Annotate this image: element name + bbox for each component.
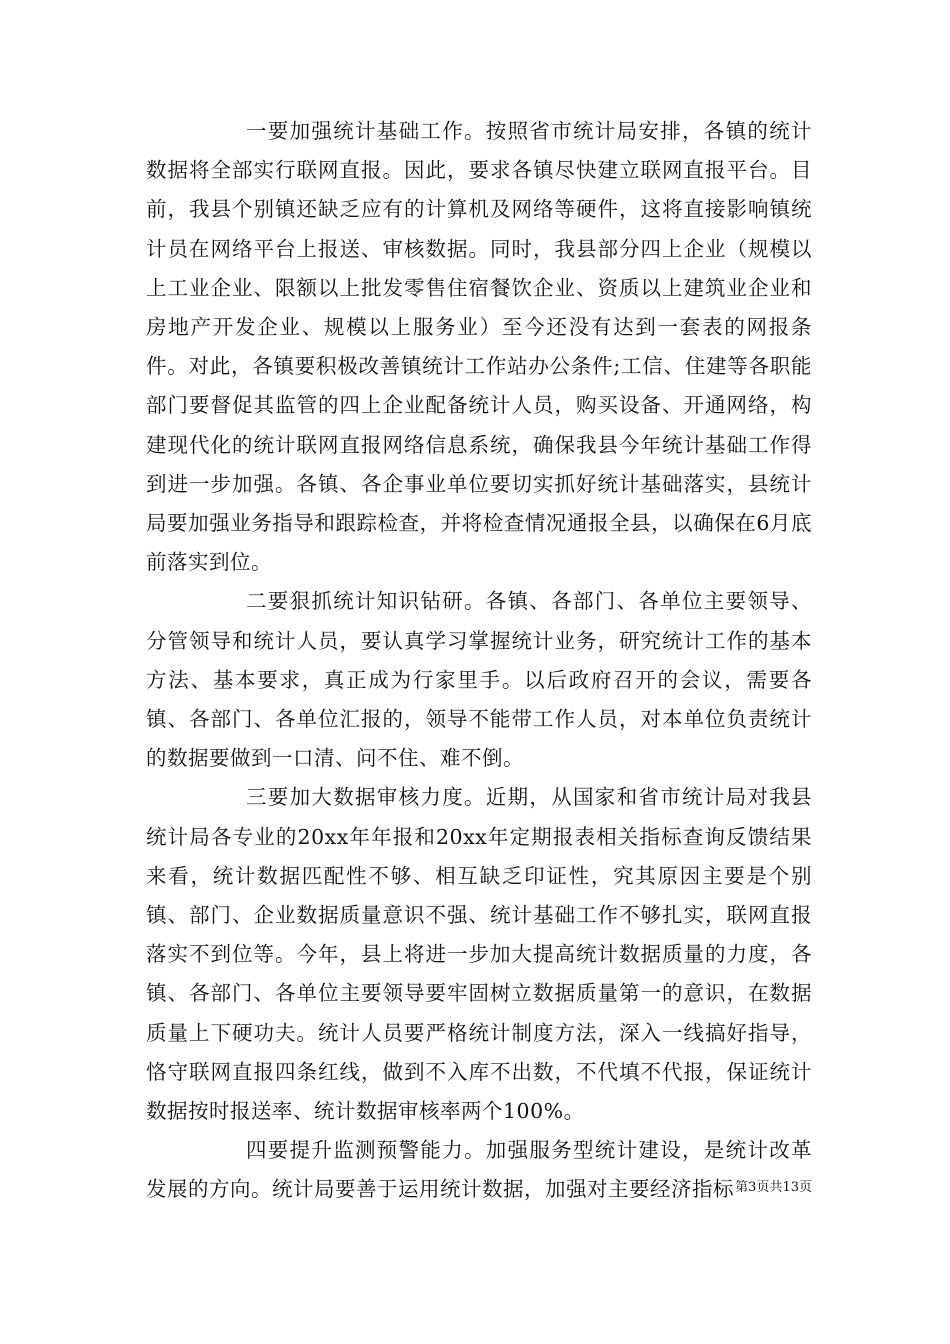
page-number-footer: 第3页共13页	[735, 1180, 812, 1195]
paragraph-3: 三要加大数据审核力度。近期，从国家和省市统计局对我县统计局各专业的20xx年年报和20xx年定期报表相关指标查询反馈结果来看，统计数据匹配性不够、相互缺乏印证性，究其原因主要是个别镇、部门、企业数据质量意识不强、统计基础工作不够扎实，联网直报落实不到位等。今年，县上将进一步加大提高统计数据质量的力度，各镇、各部门、各单位主要领导要牢固树立数据质量第一的意识，在数据质量上下硬功夫。统计人员要严格统计制度方法，深入一线搞好指导，恪守联网直报四条红线，做到不入库不出数，不代填不代报，保证统计数据按时报送率、统计数据审核率两个100%。	[146, 785, 812, 1124]
document-body	[146, 112, 812, 1210]
paragraph-1: 一要加强统计基础工作。按照省市统计局安排，各镇的统计数据将全部实行联网直报。因此，要求各镇尽快建立联网直报平台。目前，我县个别镇还缺乏应有的计算机及网络等硬件，这将直接影响镇统计员在网络平台上报送、审核数据。同时，我县部分四上企业（规模以上工业企业、限额以上批发零售住宿餐饮企业、资质以上建筑业企业和房地产开发企业、规模以上服务业）至今还没有达到一套表的网报条件。对此，各镇要积极改善镇统计工作站办公条件;工信、住建等各职能部门要督促其监管的四上企业配备统计人员，购买设备、开通网络，构建现代化的统计联网直报网络信息系统，确保我县今年统计基础工作得到进一步加强。各镇、各企事业单位要切实抓好统计基础落实，县统计局要加强业务指导和跟踪检查，并将检查情况通报全县，以确保在6月底前落实到位。	[146, 119, 812, 575]
paragraph-2: 二要狠抓统计知识钻研。各镇、各部门、各单位主要领导、分管领导和统计人员，要认真学习掌握统计业务，研究统计工作的基本方法、基本要求，真正成为行家里手。以后政府召开的会议，需要各镇、各部门、各单位汇报的，领导不能带工作人员，对本单位负责统计的数据要做到一口清、问不住、难不倒。	[146, 589, 812, 771]
paragraph-4: 四要提升监测预警能力。加强服务型统计建设，是统计改革发展的方向。统计局要善于运用统计数据，加强对主要经济指标	[146, 1138, 812, 1202]
